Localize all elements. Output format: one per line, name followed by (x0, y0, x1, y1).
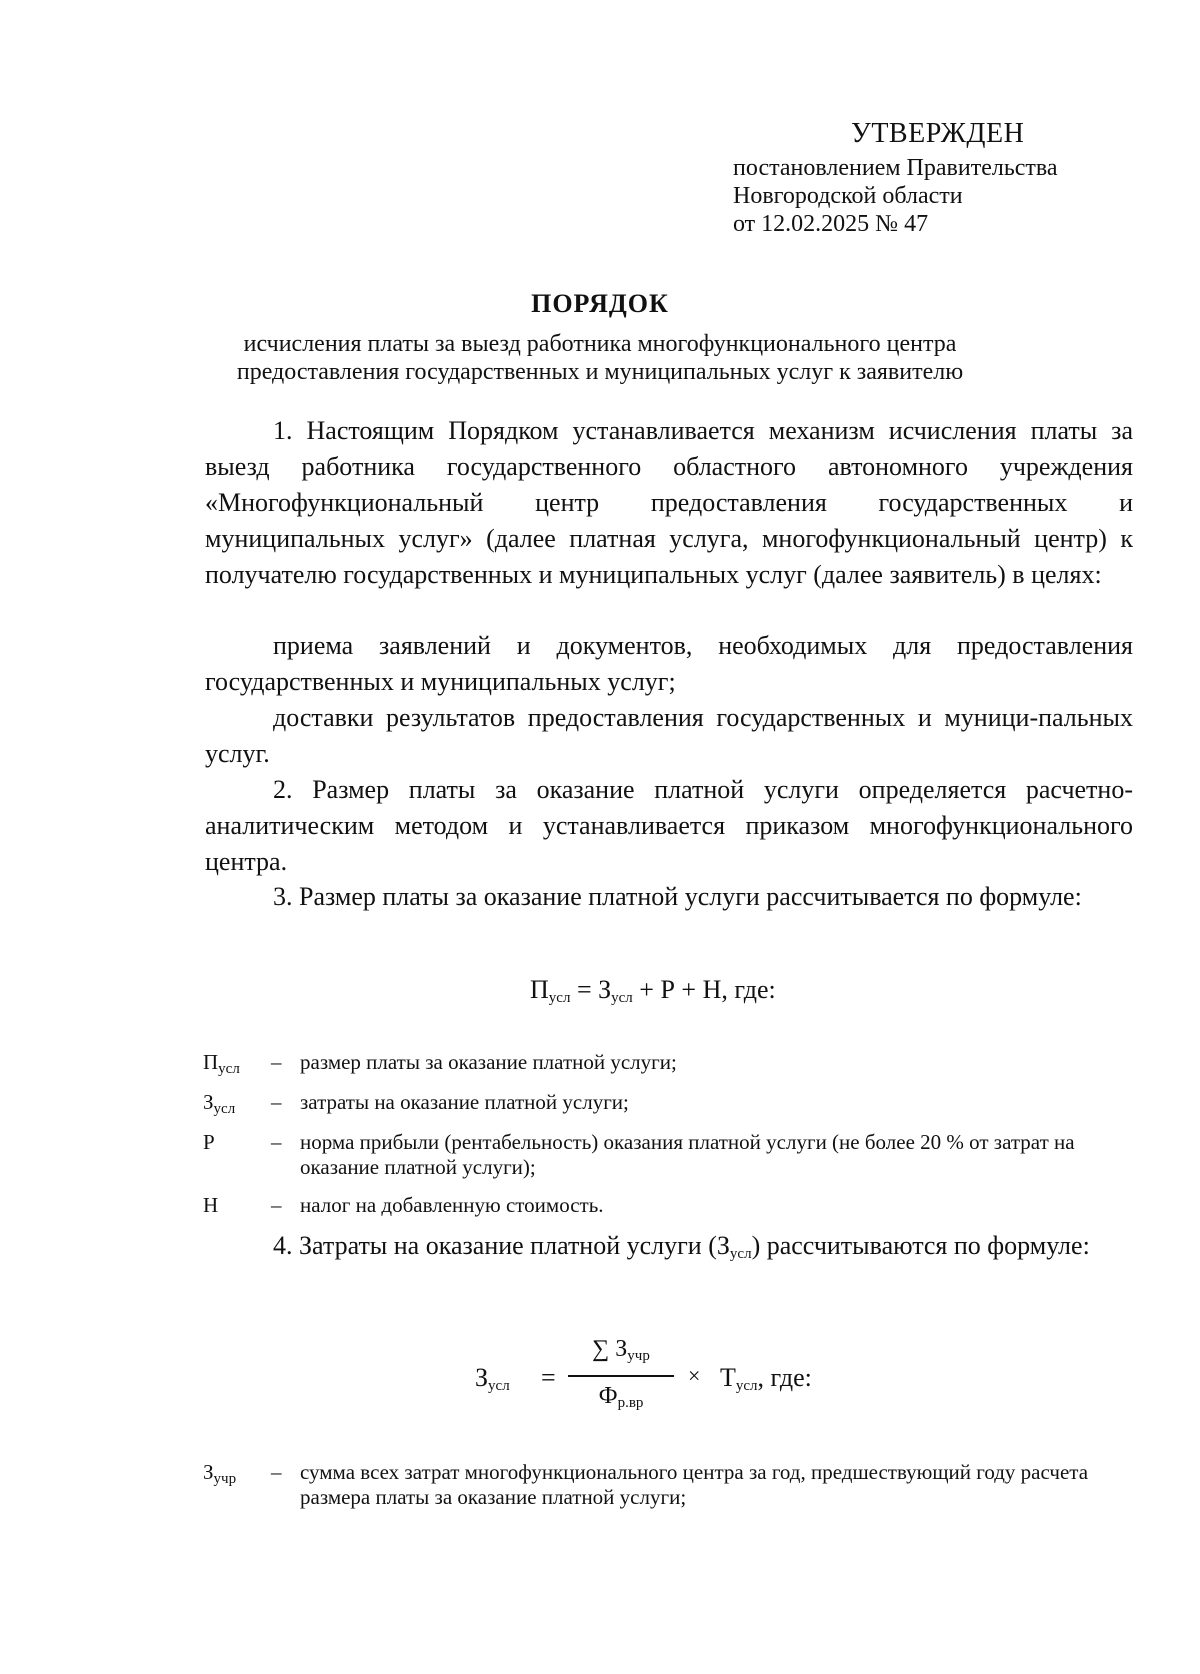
approval-line-3: от 12.02.2025 № 47 (733, 211, 929, 237)
paragraph-2: 2. Размер платы за оказание платной услуги определяется расчетно-аналитическим методом и устанавливается приказом многофункционального центра. (205, 775, 1133, 876)
document-title: ПОРЯДОК (531, 289, 669, 318)
definition-symbol: $П_{усл}$ (203, 1050, 240, 1077)
paragraph-1b: доставки результатов предоставления государственных и муници-пальных услуг. (205, 703, 1133, 768)
definition-symbol: $З_{учр}$ (203, 1460, 237, 1487)
definition-dash: – (271, 1193, 282, 1217)
document-subtitle (0, 330, 1200, 386)
definition-symbol: Н (203, 1193, 219, 1217)
definition-dash: – (271, 1090, 282, 1114)
approval-line-1: постановлением Правительства (733, 155, 1058, 181)
paragraph-3: 3. Размер платы за оказание платной услуги рассчитывается по формуле: (273, 882, 1082, 911)
formula-subscript: усл (548, 990, 571, 1006)
fraction-bar (568, 1375, 674, 1377)
subtitle-line-2: предоставления государственных и муниципальных услуг к заявителю (236, 359, 964, 385)
definition-text: налог на добавленную стоимость. (300, 1193, 604, 1217)
subtitle-line-1: исчисления платы за выезд работника многофункционального центра (243, 331, 957, 357)
paragraph-1: 1. Настоящим Порядком устанавливается механизм исчисления платы за выезд работника государственного областного автономного учреждения «Многофункциональный центр предоставления государственных и муниципальных услуг» (далее платная услуга, многофункциональный центр) к получателю государственных и муниципальных услуг (далее заявитель) в целях: (205, 416, 1133, 589)
formula-price (530, 975, 776, 1005)
paragraph-4: 4. Затраты на оказание платной услуги $(З_{усл})$ рассчитываются по формуле: (273, 1231, 1090, 1262)
paragraph-1a: приема заявлений и документов, необходимых для предоставления государственных и муниципальных услуг; (205, 631, 1133, 696)
approval-details (733, 154, 1058, 238)
definition-dash: – (271, 1130, 282, 1154)
formula-subscript: усл (611, 990, 633, 1006)
formula-times: × (688, 1363, 701, 1388)
definition-text: норма прибыли (рентабельность) оказания платной услуги (не более 20 % от затрат на оказание платной услуги); (300, 1130, 1075, 1179)
formula-symbol-p: П (530, 975, 549, 1004)
approval-line-2: Новгородской области (733, 183, 963, 209)
formula-cost-rhs: $Т_{усл}$, где: (720, 1363, 812, 1394)
approved-label: УТВЕРЖДЕН (851, 118, 1025, 149)
definition-text: затраты на оказание платной услуги; (300, 1090, 629, 1114)
definition-symbol: Р (203, 1130, 215, 1154)
formula-rest: + Р + Н, где: (632, 975, 776, 1004)
formula-cost-lhs: $З_{усл}$ (475, 1363, 510, 1394)
fraction-denominator: $Ф_{р.вр}$ (598, 1383, 644, 1411)
definition-dash: – (271, 1460, 282, 1484)
formula-eq: = З (570, 975, 612, 1004)
formula-cost-eq: = (541, 1363, 556, 1392)
definition-symbol: $З_{усл}$ (203, 1090, 236, 1117)
definition-text: размер платы за оказание платной услуги; (300, 1050, 677, 1074)
definition-dash: – (271, 1050, 282, 1074)
definition-text: сумма всех затрат многофункционального центра за год, предшествующий году расчета размера платы за оказание платной услуги; (300, 1460, 1089, 1509)
fraction-numerator: ∑ $З_{учр}$ (592, 1336, 650, 1364)
